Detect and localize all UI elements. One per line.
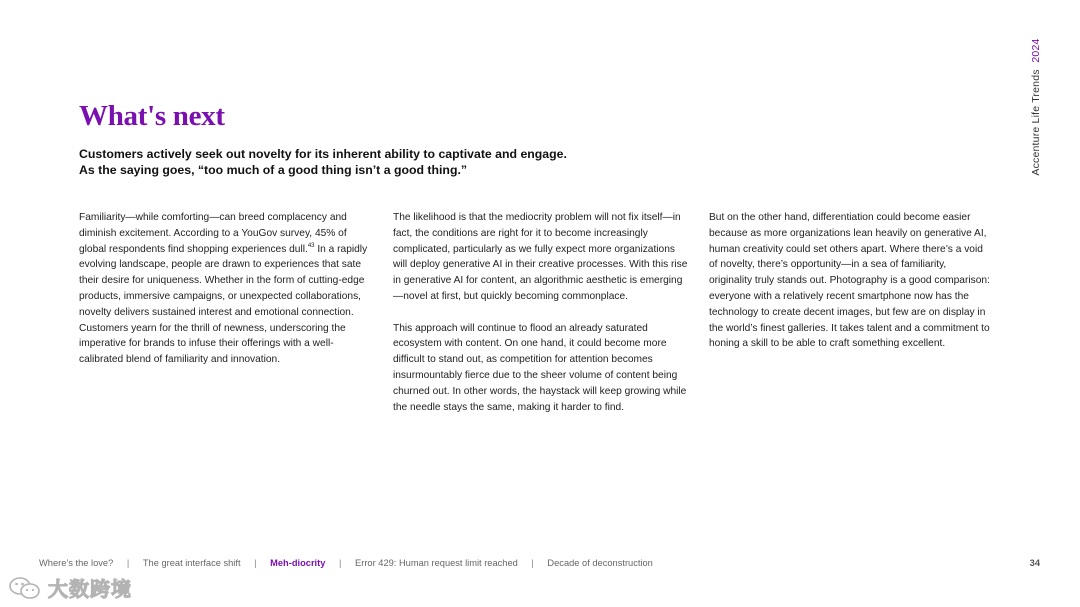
text-column-1 — [79, 210, 375, 384]
footer-nav-item-wheres-the-love[interactable]: Where’s the love? — [39, 558, 114, 568]
subtitle-line-2: As the saying goes, “too much of a good thing isn’t a good thing.” — [79, 163, 468, 177]
col1-text-after-ref: In a rapidly evolving landscape, people are drawn to experiences that sate their desire for uniqueness. Whether in the form of cutting-edge products, immersive campaigns, or unexpected collaborations, novelty delivers sustained interest and emotional connection. Customers yearn for the thrill of newness, underscoring the imperative for brands to infuse their offerings with a well-calibrated blend of familiarity and innovation. — [79, 243, 368, 366]
col2-paragraph-2: This approach will continue to flood an already saturated ecosystem with content. On one hand, it could become more difficult to stand out, as competition for attention becomes insurmountably fierce due to the sheer volume of content being churned out. In other words, the haystack will keep growing while the needle stays the same, making it harder to find. — [393, 322, 687, 413]
col1-paragraph-1 — [79, 210, 375, 368]
footer-separator: | — [126, 558, 130, 568]
col2-paragraph-1: The likelihood is that the mediocrity problem will not fix itself—in fact, the conditions are right for it to become increasingly complicated, particularly as we fully expect more organizations will deploy generative AI in their creative processes. With this rise in generative AI for content, an algorithmic aesthetic is emerging—novel at first, but quickly becoming commonplace. — [393, 212, 688, 302]
footer-separator: | — [254, 558, 257, 568]
side-report-label — [1030, 38, 1042, 176]
footer-nav-item-meh-diocrity[interactable]: Meh-diocrity — [270, 558, 326, 568]
footer-nav-item-great-interface-shift[interactable]: The great interface shift — [142, 558, 241, 568]
footer-navigation — [39, 558, 653, 568]
subtitle-line-1: Customers actively seek out novelty for its inherent ability to captivate and engage. — [79, 147, 567, 161]
footer-nav-item-error-429[interactable]: Error 429: Human request limit reached — [355, 558, 518, 568]
side-report-year: 2024 — [1030, 38, 1042, 63]
footer-nav-item-decade-of-deconstruction[interactable]: Decade of deconstruction — [547, 558, 653, 568]
footnote-reference[interactable]: 43 — [307, 242, 315, 249]
col3-paragraph-1: But on the other hand, differentiation could become easier because as more organizations lean heavily on generative AI, human creativity could set others apart. Where there’s a void of novelty, there’s opportunity—in a sea of familiarity, originality truly stands out. Photography is a good comparison: everyone with a relatively recent smartphone now has the technology to create decent images, but few are on display in the world’s finest galleries. It takes talent and a commitment to honing a skill to be able to craft something excellent. — [709, 212, 990, 350]
page-number: 34 — [1029, 558, 1040, 568]
watermark — [8, 573, 132, 602]
footer-separator: | — [339, 558, 342, 568]
text-column-2 — [393, 210, 689, 431]
side-report-title: Accenture Life Trends — [1030, 69, 1042, 176]
page-title: What's next — [79, 100, 225, 132]
intro-subtitle — [79, 146, 639, 178]
wechat-logo-icon — [8, 576, 42, 600]
footer-separator: | — [531, 558, 534, 568]
col1-text-before-ref: Familiarity—while comforting—can breed complacency and diminish excitement. According to a YouGov survey, 45% of global respondents find shopping experiences dull. — [79, 212, 347, 255]
watermark-text: 大数跨境 — [48, 579, 132, 601]
text-column-3 — [709, 210, 991, 368]
